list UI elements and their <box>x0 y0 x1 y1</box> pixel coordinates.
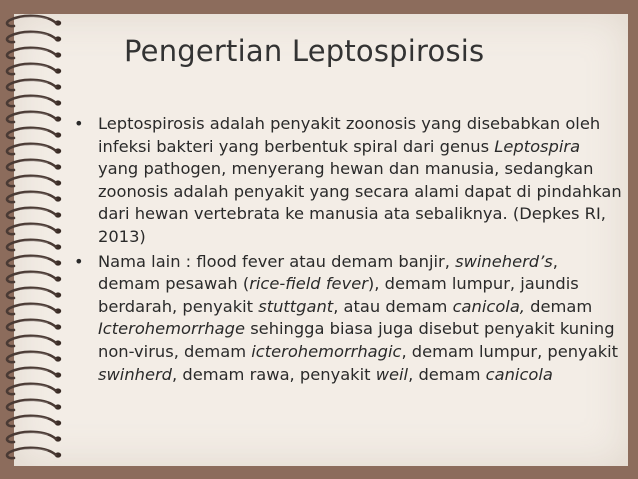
binding-loop <box>7 48 56 58</box>
bullet-text: yang pathogen, menyerang hewan dan manusia, sedangkan zoonosis adalah penyakit yang secara alami dapat di pindahkan dari hewan vertebrata ke manusia ata sebaliknya. (Depkes RI, 2013) <box>98 159 622 246</box>
binding-loop <box>7 160 56 170</box>
bullet-text: ), demam lumpur, jaundis berdarah, penyakit <box>98 274 579 316</box>
bullet-text-italic: swinherd <box>98 364 173 384</box>
binding-loop <box>7 384 56 394</box>
bullet-item-other-names <box>74 251 622 387</box>
bullet-text-italic: rice-field fever <box>249 274 368 294</box>
bullet-text: , demam <box>408 364 486 384</box>
binding-loop <box>7 16 56 26</box>
binding-loop <box>7 256 56 266</box>
binding-loop <box>7 320 56 330</box>
bullet-text-italic: swineherd’s <box>455 251 553 271</box>
binding-loop <box>7 336 56 346</box>
binding-loop <box>7 368 56 378</box>
bullet-text: sehingga biasa juga disebut penyakit kuning non-virus, demam <box>98 319 615 361</box>
binding-loop <box>7 144 56 154</box>
binding-loop <box>7 32 56 42</box>
binding-loop <box>7 80 56 90</box>
binding-loop <box>7 192 56 202</box>
bullet-text-italic: canicola <box>485 364 553 384</box>
binding-loop <box>7 128 56 138</box>
binding-loop <box>7 64 56 74</box>
binding-loop <box>7 224 56 234</box>
spiral-binding-icon <box>0 12 72 472</box>
binding-loop <box>7 240 56 250</box>
binding-loop <box>7 208 56 218</box>
binding-loop <box>7 448 56 458</box>
binding-loop <box>7 432 56 442</box>
bullet-text: , demam pesawah ( <box>98 251 558 294</box>
bullet-text: demam <box>524 296 593 316</box>
bullet-item-definition <box>74 113 622 249</box>
binding-loop <box>7 304 56 314</box>
binding-loop <box>7 400 56 410</box>
bullet-text-italic: weil <box>375 364 409 384</box>
binding-loop <box>7 288 56 298</box>
binding-loop <box>7 416 56 426</box>
bullet-list <box>74 113 622 388</box>
binding-loop <box>7 352 56 362</box>
bullet-text-italic: Leptospira <box>494 136 581 156</box>
bullet-text-italic: stuttgant <box>258 296 334 316</box>
bullet-icon: • <box>74 114 84 133</box>
bullet-text-italic: Icterohemorrhage <box>98 319 246 339</box>
bullet-icon: • <box>74 251 84 271</box>
bullet-text: Nama lain : flood fever atau demam banjir, <box>98 251 456 271</box>
binding-loop <box>7 272 56 282</box>
binding-loop <box>7 96 56 106</box>
binding-loop <box>7 112 56 122</box>
bullet-text: , atau demam <box>333 296 453 316</box>
bullet-text-italic: icterohemorrhagic <box>251 341 402 361</box>
bullet-text: , demam rawa, penyakit <box>172 364 376 384</box>
slide-title: Pengertian Leptospirosis <box>124 34 485 68</box>
bullet-text: Leptospirosis adalah penyakit zoonosis yang disebabkan oleh infeksi bakteri yang berbentuk spiral dari genus <box>98 114 601 156</box>
binding-loop <box>7 176 56 186</box>
bullet-text-italic: canicola, <box>452 296 525 316</box>
bullet-text: , demam lumpur, penyakit <box>401 341 619 361</box>
